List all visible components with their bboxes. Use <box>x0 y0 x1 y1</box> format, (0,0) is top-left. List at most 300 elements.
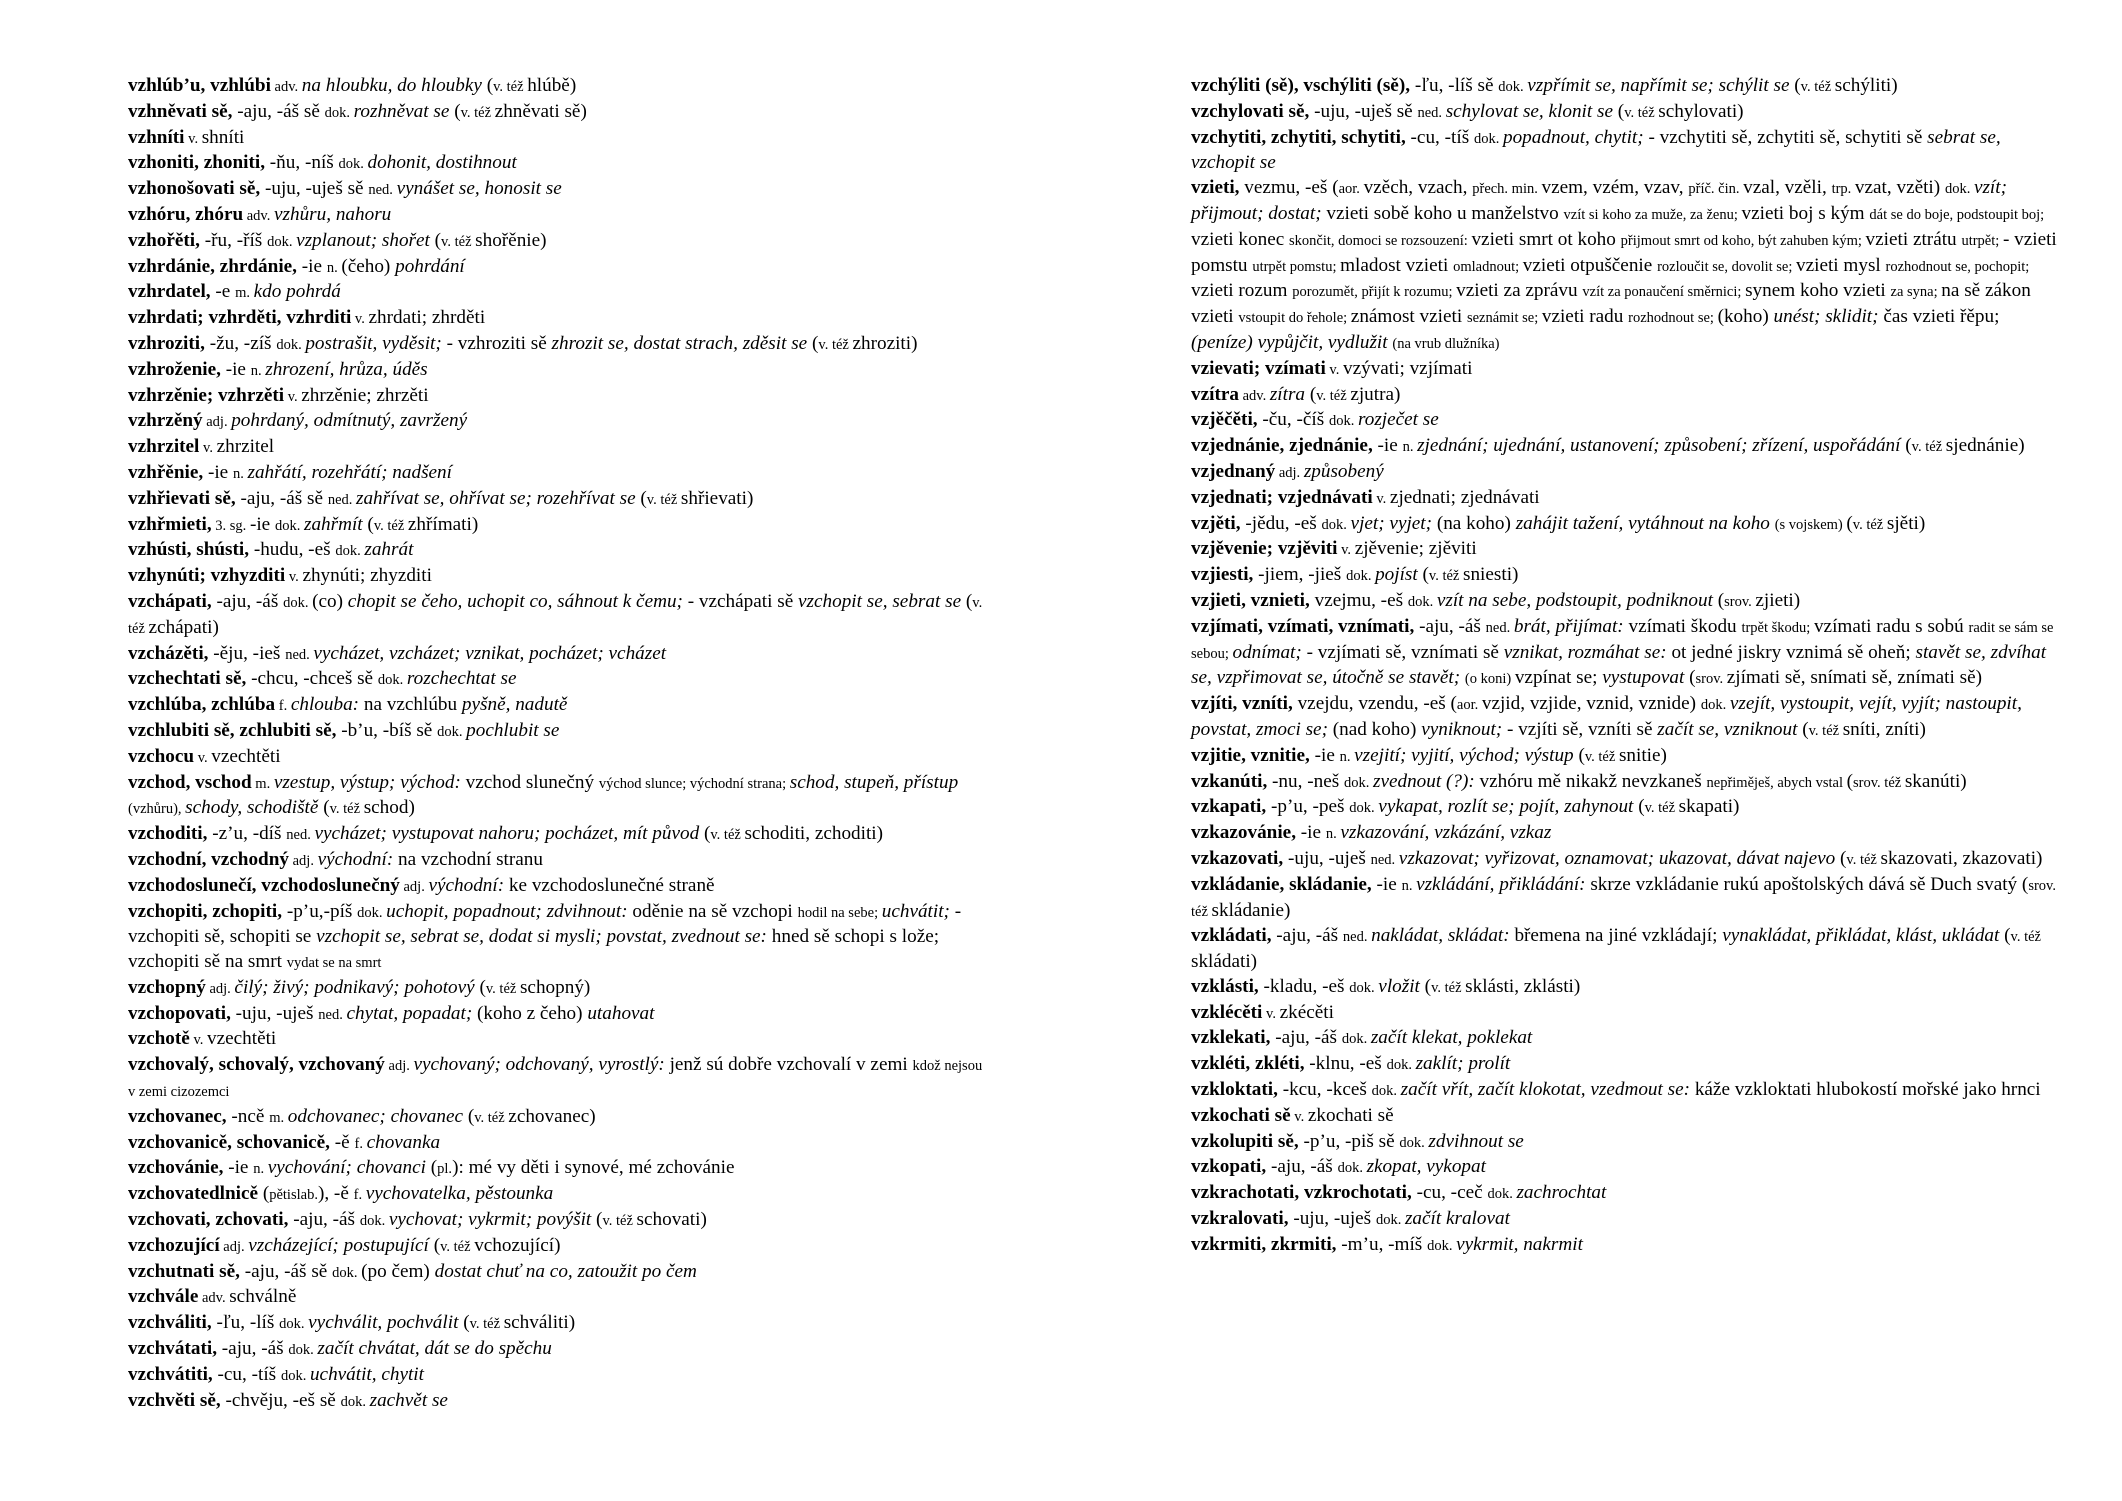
entry-text: vzieti za zprávu <box>1456 280 1583 302</box>
grammar-note: v. též <box>441 233 476 250</box>
entry-text: -aju, -áš <box>1271 925 1343 947</box>
headword: vzchvěti sě, <box>128 1389 221 1411</box>
gloss: vzchopit se, sebrat se, dodat si mysli; povstat, zvednout se: <box>316 926 767 948</box>
headword: vzhrdánie, zhrdánie, <box>128 255 297 277</box>
grammar-note: v. též <box>474 1109 509 1126</box>
entry-text: -e <box>210 281 236 303</box>
headword: vzchovatedlnicě <box>128 1183 259 1205</box>
headword: vzchylovati sě, <box>1191 100 1310 122</box>
entry-text: ( <box>428 1234 441 1256</box>
entry-text: -p’u,-píš <box>282 900 358 922</box>
entry-text: ( <box>481 75 494 96</box>
grammar-note: dok. <box>338 156 368 173</box>
grammar-note: dok. <box>324 104 354 121</box>
grammar-note: ned. <box>1485 619 1514 636</box>
grammar-note: v. též <box>373 517 408 534</box>
dictionary-entry <box>1191 924 2063 975</box>
grammar-note: f. <box>353 1187 366 1204</box>
dictionary-entry <box>1191 744 2063 770</box>
entry-text: -ču, -číš <box>1257 409 1329 431</box>
dictionary-entry <box>1191 1052 2063 1078</box>
headword: vzchocu <box>128 745 195 767</box>
gloss: zahřátí, rozehřátí; nadšení <box>247 461 452 483</box>
gloss: pohrdání <box>395 255 465 277</box>
gloss: začít klekat, poklekat <box>1370 1027 1533 1049</box>
gloss: rozhněvat se <box>353 100 450 122</box>
dictionary-entry <box>128 1131 988 1157</box>
gloss: vzpřímit se, napřímit se; schýlit se <box>1527 75 1790 96</box>
headword: vzchovati, zchovati, <box>128 1209 289 1231</box>
grammar-note: v. <box>1290 1108 1308 1125</box>
entry-text: břemena na jiné vzkládají; <box>1509 925 1723 947</box>
entry-text: ( <box>1684 667 1696 689</box>
grammar-note: skončit, domoci se rozsouzení: <box>1289 232 1472 249</box>
gloss: zítra <box>1269 383 1306 405</box>
headword: vzchápati, <box>128 590 212 612</box>
grammar-note: dok. <box>1427 1237 1457 1254</box>
gloss: zahřmít <box>303 513 363 535</box>
entry-text: -m’u, -míš <box>1336 1233 1428 1255</box>
dictionary-entry <box>128 1027 988 1053</box>
gloss: zahrát <box>364 539 414 561</box>
entry-text: vzieti sobě koho u manželstvo <box>1321 202 1564 224</box>
entry-text: -uju, -uješ <box>1283 847 1371 869</box>
dictionary-entry <box>1191 821 2063 847</box>
grammar-note: dok. <box>1473 130 1503 147</box>
entry-text: -cu, -tíš <box>212 1363 281 1385</box>
gloss: (peníze) vypůjčit, vydlužit <box>1191 331 1388 353</box>
dictionary-entry <box>1191 1207 2063 1233</box>
gloss: začít vřít, začít klokotat, vzedmout se: <box>1400 1079 1691 1101</box>
dictionary-entry <box>1191 563 2063 589</box>
headword: vzchotě <box>128 1028 190 1050</box>
grammar-note: kdož nejsou v zemi cizozemci <box>128 1058 983 1101</box>
entry-text: -p’u, -peš <box>1266 796 1350 818</box>
headword: vzhořěti, <box>128 229 200 251</box>
grammar-note: v. též <box>602 1213 637 1230</box>
grammar-note: dok. <box>335 543 365 560</box>
entry-text: zhrzěnie; zhrzěti <box>301 384 429 406</box>
grammar-note: vstoupit do řehole; <box>1238 310 1351 327</box>
headword: vzhynúti; vzhyzditi <box>128 565 286 587</box>
entry-text: vzieti radu <box>1541 306 1629 328</box>
dictionary-entry <box>128 564 988 590</box>
grammar-note: adj. <box>219 1238 249 1255</box>
entry-text: -ěju, -ieš <box>208 642 286 664</box>
grammar-note: pětislab. <box>269 1187 318 1204</box>
grammar-note: za syna; <box>1890 284 1942 301</box>
grammar-note: ned. <box>327 491 356 508</box>
gloss: způsobený <box>1303 460 1384 482</box>
entry-text: (po čem) <box>361 1260 435 1282</box>
gloss: chovanka <box>366 1131 441 1153</box>
grammar-note: adv. <box>270 79 302 95</box>
dictionary-entry <box>128 513 988 539</box>
headword: vzchlubiti sě, zchlubiti sě, <box>128 719 337 741</box>
dictionary-entry <box>128 203 988 229</box>
gloss: zkopat, vykopat <box>1366 1156 1486 1178</box>
grammar-note: ned. <box>1370 851 1399 868</box>
headword: vzchovanec, <box>128 1105 227 1127</box>
entry-text: - vzjíti sě, vzníti sě <box>1502 718 1658 740</box>
grammar-note: n. <box>253 1161 268 1178</box>
grammar-note: aor. <box>1456 697 1482 714</box>
headword: vzhrzěnie; vzhrzěti <box>128 384 285 406</box>
gloss: postrašit, vyděsit; <box>305 332 442 354</box>
entry-text: vzímati škodu <box>1623 615 1742 637</box>
entry-text: vzieti konec <box>1191 228 1290 250</box>
grammar-note: v. též <box>128 594 983 637</box>
entry-text: -ie <box>249 513 275 535</box>
gloss: vykapat, rozlít se; pojít, zahynout <box>1378 796 1634 818</box>
grammar-note: vzít za ponaučení směrnici; <box>1582 284 1746 301</box>
headword: vzchvátiti, <box>128 1363 213 1385</box>
entry-text: známost vzieti <box>1350 306 1467 328</box>
entry-text: schylovati) <box>1658 100 1744 122</box>
gloss: rozječet se <box>1357 409 1439 431</box>
grammar-note: v. <box>194 749 212 766</box>
headword: vzchýliti (sě), vschýliti (sě), <box>1191 75 1411 96</box>
headword: vzjěti, <box>1191 512 1241 534</box>
headword: vzhrdati; vzhrděti, vzhrditi <box>128 307 352 329</box>
entry-text: ( <box>318 797 330 819</box>
entry-text: -žu, -zíš <box>204 332 277 354</box>
dictionary-entry <box>128 126 988 152</box>
entry-text: -ľu, -líš sě <box>1410 75 1499 96</box>
gloss: vycházet, vzcházet; vznikat, pocházet; vcházet <box>313 642 667 664</box>
gloss: vzkazovat; vyřizovat, oznamovat; ukazovat, dávat najevo <box>1398 847 1836 869</box>
dictionary-entry <box>1191 357 2063 383</box>
headword: vzieti, <box>1191 177 1240 199</box>
entry-text: -uju, -uješ <box>1288 1208 1376 1230</box>
gloss: vychovaný; odchovaný, vyrostlý: <box>413 1054 665 1076</box>
entry-text: zhynúti; zhyzditi <box>302 565 432 587</box>
headword: vzhroženie, <box>128 358 221 380</box>
gloss: zjednání; ujednání, ustanovení; způsobení; zřízení, uspořádání <box>1417 435 1901 457</box>
grammar-note: dok. <box>1349 979 1379 996</box>
grammar-note: f. <box>354 1135 367 1152</box>
grammar-note: srov. též <box>1191 877 2056 920</box>
headword: vzklécěti <box>1191 1001 1263 1023</box>
entry-text: -ě <box>329 1131 355 1153</box>
entry-text: -b’u, -bíš sě <box>336 719 438 741</box>
gloss: vjet; vyjet; <box>1350 512 1433 534</box>
right-page <box>1061 0 2122 1501</box>
grammar-note: v. <box>184 130 202 147</box>
gloss: uchopit, popadnout; zdvihnout: <box>386 900 628 922</box>
headword: vzhroziti, <box>128 332 205 354</box>
grammar-note: omladnout; <box>1453 258 1523 275</box>
entry-text: na vzchlúbu <box>359 694 462 716</box>
entry-text: ( <box>1797 718 1809 740</box>
grammar-note: v. též <box>1584 748 1619 765</box>
entry-text: ( <box>1846 512 1853 534</box>
gloss: začít chvátat, dát se do spěchu <box>317 1338 552 1360</box>
gloss: vyniknout; <box>1421 718 1503 740</box>
dictionary-entry <box>128 874 988 900</box>
entry-text: vzem, vzém, vzav, <box>1541 177 1689 199</box>
dictionary-entry <box>1191 537 2063 563</box>
grammar-note: (s vojskem) <box>1774 516 1847 533</box>
gloss: chopit se čeho, uchopit co, sáhnout k čemu; <box>347 590 683 612</box>
entry-text: vzal, vzěli, <box>1743 177 1832 199</box>
grammar-note: v. též <box>329 801 364 818</box>
headword: vzkazovati, <box>1191 847 1284 869</box>
grammar-note: v. též <box>1852 516 1887 533</box>
headword: vzhústi, shústi, <box>128 539 250 561</box>
entry-text: - vzchápati sě <box>682 590 799 612</box>
grammar-note: radit se sám se sebou; <box>1191 619 2054 662</box>
grammar-note: trpět škodu; <box>1741 619 1814 636</box>
headword: vzjieti, vznieti, <box>1191 589 1310 611</box>
dictionary-entry <box>128 1234 988 1260</box>
grammar-note: adj. <box>205 980 235 997</box>
gloss: stavět se, zdvíhat se, vzpřimovat se, útočně se stavět; <box>1191 641 2047 689</box>
entry-text: vzývati; vzjímati <box>1342 357 1473 379</box>
entry-text: -aju, -áš sě <box>239 1260 333 1282</box>
grammar-note: v. též <box>646 491 681 508</box>
grammar-note: dok. <box>332 1264 362 1281</box>
grammar-note: adj. <box>384 1058 414 1075</box>
dictionary-entry <box>1191 1104 2063 1130</box>
entry-text: hned sě schopi s lože; vzchopiti sě na smrt <box>128 926 940 973</box>
entry-text: schovati) <box>636 1209 707 1231</box>
grammar-note: v. <box>351 311 369 328</box>
grammar-note: v. též <box>1808 722 1843 739</box>
gloss: vystupovat <box>1602 667 1685 689</box>
grammar-note: ned. <box>286 827 315 844</box>
headword: vzchlúba, zchlúba <box>128 694 276 716</box>
dictionary-entry <box>128 900 988 976</box>
entry-text: ( <box>1789 75 1801 96</box>
entry-text: vzchod slunečný <box>460 771 599 793</box>
gloss: začít se, vzniknout <box>1657 718 1798 740</box>
entry-text: - vzchopiti sě, schopiti se <box>128 900 962 948</box>
entry-text: ): mé vy děti i synové, mé zchovánie <box>452 1157 735 1179</box>
grammar-note: pl. <box>437 1161 453 1178</box>
grammar-note: dok. <box>359 1213 389 1230</box>
dictionary-entry <box>128 435 988 461</box>
dictionary-entry <box>128 1002 988 1028</box>
entry-text: skládanie) <box>1211 899 1291 921</box>
grammar-note: dok. <box>283 594 313 611</box>
gloss: sebrat se, vzchopit se <box>1191 126 2001 174</box>
grammar-note: utrpět pomstu; <box>1252 258 1341 275</box>
entry-text: ( <box>258 1183 270 1205</box>
entry-text: -klnu, -eš <box>1304 1053 1387 1075</box>
grammar-note: srov. <box>1695 671 1727 688</box>
grammar-note: v. též <box>710 827 745 844</box>
headword: vzkopati, <box>1191 1156 1267 1178</box>
gloss: na hloubku, do hloubky <box>301 75 482 96</box>
entry-text: zhrdati; zhrděti <box>368 307 486 329</box>
headword: vzítra <box>1191 383 1239 405</box>
dictionary-entry <box>128 306 988 332</box>
grammar-note: přech. min. <box>1472 181 1542 198</box>
dictionary-entry <box>128 1105 988 1131</box>
headword: vzchod, vschod <box>128 771 252 793</box>
gloss: vzít na sebe, podstoupit, podniknout <box>1436 589 1713 611</box>
gloss: zhrozit se, dostat strach, zděsit se <box>551 332 808 354</box>
gloss: utahovat <box>587 1002 655 1024</box>
dictionary-entry <box>128 332 988 358</box>
grammar-note: v. též <box>1644 800 1679 817</box>
entry-text: shřievati) <box>680 487 754 509</box>
gloss: zachrochtat <box>1516 1182 1607 1204</box>
entry-text: (koho z čeho) <box>472 1002 588 1024</box>
grammar-note: adj. <box>289 852 318 869</box>
dictionary-entry <box>1191 383 2063 409</box>
grammar-note: hodil na sebe; <box>797 904 882 921</box>
entry-text: ot jedné jiskry vznimá sě oheň; <box>1666 641 1916 663</box>
dictionary-entry <box>128 177 988 203</box>
grammar-note: aor. <box>1338 181 1364 198</box>
entry-text: ( <box>1835 847 1847 869</box>
headword: vzhřmieti, <box>128 513 212 535</box>
entry-text: vzieti smrt ot koho <box>1471 228 1621 250</box>
entry-text: (koho) <box>1717 306 1774 328</box>
dictionary-entry <box>128 822 988 848</box>
dictionary-entry <box>1191 1155 2063 1181</box>
grammar-note: příč. čin. <box>1688 181 1744 198</box>
entry-text: -aju, -áš <box>1266 1156 1338 1178</box>
headword: vzkrachotati, vzkrochotati, <box>1191 1182 1412 1204</box>
headword: vzchvátati, <box>128 1338 217 1360</box>
grammar-note: dok. <box>1386 1057 1416 1074</box>
entry-text: - vzhroziti sě <box>441 332 552 354</box>
dictionary-entry <box>128 487 988 513</box>
entry-text: -uju, -uješ sě <box>1309 100 1418 122</box>
entry-text: ( <box>635 487 647 509</box>
headword: vzklekati, <box>1191 1027 1271 1049</box>
headword: vzhněvati sě, <box>128 100 233 122</box>
headword: vzchytiti, zchytiti, schytiti, <box>1191 126 1406 148</box>
dictionary-entry <box>1191 873 2063 925</box>
gloss: vzestup, výstup; východ: <box>273 771 461 793</box>
grammar-note: dok. <box>274 517 304 534</box>
grammar-note: adj. <box>399 878 429 895</box>
entry-text: ( <box>1999 925 2011 947</box>
entry-text: -chvěju, -eš sě <box>220 1389 341 1411</box>
entry-text: shořěnie) <box>475 229 547 251</box>
entry-text: zhroziti) <box>852 332 918 354</box>
grammar-note: n. <box>232 465 248 482</box>
grammar-note: přijmout smrt od koho, být zahuben kým; <box>1620 232 1866 249</box>
entry-text: -ie <box>1372 435 1403 457</box>
gloss: chlouba: <box>290 694 360 716</box>
headword: vzchvále <box>128 1286 199 1308</box>
grammar-note: m. <box>251 775 274 792</box>
grammar-note: dok. <box>1341 1031 1371 1048</box>
gloss: vynášet se, honosit se <box>396 178 562 200</box>
grammar-note: ned. <box>318 1006 347 1023</box>
entry-text: sníti, zníti) <box>1842 718 1926 740</box>
gloss: vložit <box>1378 975 1420 997</box>
gloss: vykrmit, nakrmit <box>1456 1233 1583 1255</box>
grammar-note: východ slunce; východní strana; <box>598 775 790 792</box>
headword: vzkanúti, <box>1191 770 1268 792</box>
gloss: vzejít, vystoupit, vejít, vyjít; nastoupit, povstat, zmoci se; <box>1191 693 2022 740</box>
grammar-note: m. <box>235 285 254 302</box>
gloss: vzhůru, nahoru <box>274 203 392 225</box>
headword: vzkapati, <box>1191 796 1267 818</box>
grammar-note: dok. <box>1399 1134 1429 1151</box>
entry-text: -aju, -áš <box>1414 615 1486 637</box>
headword: vzkloktati, <box>1191 1079 1278 1101</box>
entry-text: skrze vzkládanie rukú apoštolských dává sě Duch svatý ( <box>1585 873 2029 895</box>
dictionary-entry <box>1191 408 2063 434</box>
grammar-note: dok. <box>280 1367 310 1384</box>
grammar-note: dok. <box>1498 79 1528 95</box>
headword: vzievati; vzímati <box>1191 357 1326 379</box>
headword: vzchodní, vzchodný <box>128 848 289 870</box>
entry-text: ( <box>807 332 819 354</box>
grammar-note: v. též <box>460 104 495 121</box>
entry-text: zjímati sě, snímati sě, znímati sě) <box>1726 667 1982 689</box>
entry-text: - vzieti pomstu <box>1191 228 2057 276</box>
gloss: vychválit, pochválit <box>308 1312 459 1334</box>
entry-text: -aju, -áš sě <box>232 100 325 122</box>
dictionary-entry <box>1191 1026 2063 1052</box>
headword: vzhníti <box>128 126 185 148</box>
grammar-note: n. <box>1401 877 1417 894</box>
gloss: unést; sklidit; <box>1773 306 1879 328</box>
headword: vzchoditi, <box>128 823 208 845</box>
gloss: uchvátit; <box>881 900 950 922</box>
grammar-note: v. též <box>1428 568 1463 585</box>
entry-text: -ie <box>1309 744 1340 766</box>
entry-text: vzěch, vzach, <box>1363 177 1473 199</box>
grammar-note: rozloučit se, dovolit se; <box>1657 258 1797 275</box>
headword: vzjíti, vzníti, <box>1191 693 1293 715</box>
entry-text: ( <box>1900 435 1912 457</box>
entry-text: -uju, -uješ <box>230 1002 319 1024</box>
headword: vzjitie, vznitie, <box>1191 744 1310 766</box>
grammar-note: v. <box>1325 361 1343 378</box>
grammar-note: v. <box>1372 490 1390 507</box>
dictionary-entry <box>128 538 988 564</box>
entry-text: ( <box>362 513 374 535</box>
grammar-note: adv. <box>198 1290 230 1307</box>
grammar-note: v. též <box>818 336 853 353</box>
headword: vzchopovati, <box>128 1002 231 1024</box>
gloss: nakládat, skládat: <box>1371 925 1510 947</box>
gloss: zhrození, hrůza, úděs <box>265 358 428 380</box>
headword: vzchovalý, schovalý, vzchovaný <box>128 1054 385 1076</box>
entry-text: shníti <box>201 126 245 148</box>
entry-text: skapati) <box>1678 796 1740 818</box>
dictionary-entry <box>128 1156 988 1182</box>
entry-text: vzieti boj s kým <box>1741 202 1870 224</box>
grammar-note: dok. <box>340 1393 370 1410</box>
headword: vzjěčěti, <box>1191 409 1258 431</box>
entry-text: snitie) <box>1618 744 1667 766</box>
dictionary-entry <box>128 1053 988 1105</box>
grammar-note: srov. též <box>1853 774 1905 791</box>
headword: vzkazovánie, <box>1191 822 1296 844</box>
gloss: vynakládat, přikládat, klást, ukládat <box>1722 925 2000 947</box>
entry-text: ( <box>1419 975 1432 997</box>
gloss: zaklít; prolít <box>1415 1053 1511 1075</box>
headword: vzkrmiti, zkrmiti, <box>1191 1233 1337 1255</box>
entry-text: ( <box>1712 589 1725 611</box>
headword: vzjiesti, <box>1191 564 1254 586</box>
entry-text: zhněvati sě) <box>494 100 587 122</box>
entry-text: -ľu, -líš <box>211 1312 280 1334</box>
dictionary-entry <box>1191 589 2063 615</box>
entry-text: schoditi, zchoditi) <box>744 823 884 845</box>
dictionary-entry <box>128 229 988 255</box>
